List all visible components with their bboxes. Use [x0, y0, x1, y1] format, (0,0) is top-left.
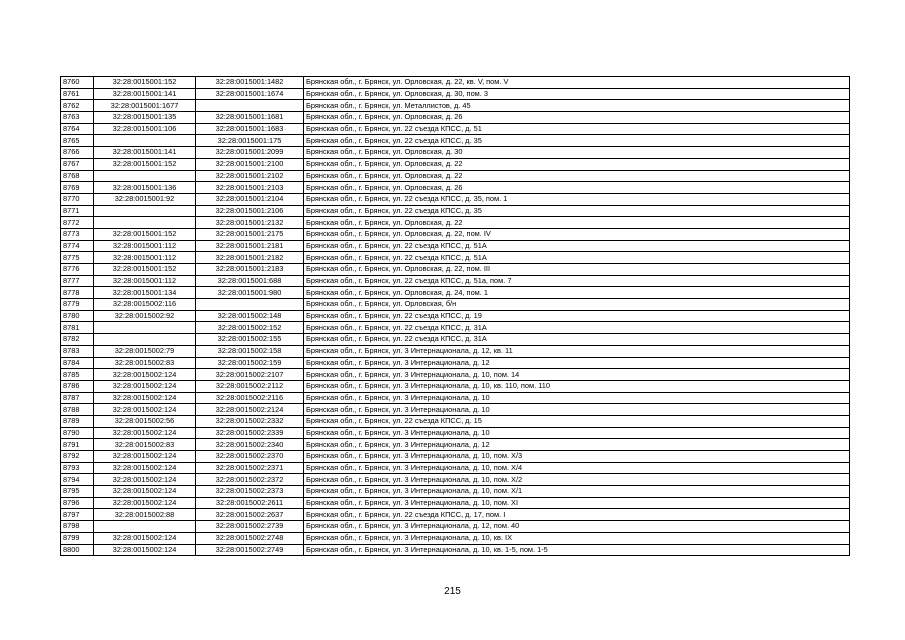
address-cell: Брянская обл., г. Брянск, ул. Орловская, д. 30 — [304, 147, 850, 159]
parcel-number-cell: 32:28:0015001:135 — [94, 112, 196, 124]
parcel-number-cell: 32:28:0015001:134 — [94, 287, 196, 299]
table-row — [61, 486, 850, 498]
object-number-cell: 32:28:0015001:2181 — [196, 240, 304, 252]
object-number-cell: 32:28:0015001:1681 — [196, 112, 304, 124]
parcel-number-cell — [94, 334, 196, 346]
object-number-cell: 32:28:0015001:2102 — [196, 170, 304, 182]
row-number-cell: 8773 — [61, 228, 94, 240]
row-number-cell: 8767 — [61, 158, 94, 170]
object-number-cell: 32:28:0015002:2748 — [196, 532, 304, 544]
parcel-number-cell: 32:28:0015002:124 — [94, 532, 196, 544]
object-number-cell: 32:28:0015001:2099 — [196, 147, 304, 159]
object-number-cell: 32:28:0015002:2637 — [196, 509, 304, 521]
table-row — [61, 427, 850, 439]
parcel-number-cell: 32:28:0015001:112 — [94, 252, 196, 264]
table-row — [61, 123, 850, 135]
address-cell: Брянская обл., г. Брянск, ул. Орловская, д. 22 — [304, 217, 850, 229]
parcel-number-cell: 32:28:0015002:124 — [94, 486, 196, 498]
row-number-cell: 8794 — [61, 474, 94, 486]
row-number-cell: 8795 — [61, 486, 94, 498]
address-cell: Брянская обл., г. Брянск, ул. Орловская, д. 22, кв. V, пом. V — [304, 77, 850, 89]
row-number-cell: 8763 — [61, 112, 94, 124]
row-number-cell: 8780 — [61, 310, 94, 322]
table-row — [61, 240, 850, 252]
table-row — [61, 170, 850, 182]
table-row — [61, 252, 850, 264]
table-row — [61, 392, 850, 404]
address-cell: Брянская обл., г. Брянск, ул. 22 съезда КПСС, д. 19 — [304, 310, 850, 322]
table-row — [61, 310, 850, 322]
row-number-cell: 8790 — [61, 427, 94, 439]
cadastral-table — [60, 76, 850, 556]
address-cell: Брянская обл., г. Брянск, ул. Орловская, д. 26 — [304, 112, 850, 124]
table-body — [61, 77, 850, 556]
table-row — [61, 158, 850, 170]
row-number-cell: 8761 — [61, 88, 94, 100]
object-number-cell: 32:28:0015002:148 — [196, 310, 304, 322]
row-number-cell: 8772 — [61, 217, 94, 229]
address-cell: Брянская обл., г. Брянск, ул. 22 съезда КПСС, д. 51А — [304, 240, 850, 252]
row-number-cell: 8760 — [61, 77, 94, 89]
object-number-cell: 32:28:0015001:2106 — [196, 205, 304, 217]
table-row — [61, 322, 850, 334]
address-cell: Брянская обл., г. Брянск, ул. 22 съезда КПСС, д. 15 — [304, 415, 850, 427]
parcel-number-cell: 32:28:0015002:124 — [94, 451, 196, 463]
parcel-number-cell: 32:28:0015001:152 — [94, 77, 196, 89]
object-number-cell: 32:28:0015002:152 — [196, 322, 304, 334]
object-number-cell: 32:28:0015002:2371 — [196, 462, 304, 474]
row-number-cell: 8779 — [61, 299, 94, 311]
table-row — [61, 205, 850, 217]
address-cell: Брянская обл., г. Брянск, ул. 3 Интернационала, д. 10 — [304, 404, 850, 416]
parcel-number-cell — [94, 135, 196, 147]
row-number-cell: 8796 — [61, 497, 94, 509]
row-number-cell: 8799 — [61, 532, 94, 544]
table-row — [61, 357, 850, 369]
address-cell: Брянская обл., г. Брянск, ул. 22 съезда КПСС, д. 31А — [304, 322, 850, 334]
table-row — [61, 88, 850, 100]
row-number-cell: 8762 — [61, 100, 94, 112]
parcel-number-cell: 32:28:0015002:88 — [94, 509, 196, 521]
row-number-cell: 8788 — [61, 404, 94, 416]
address-cell: Брянская обл., г. Брянск, ул. 22 съезда КПСС, д. 17, пом. I — [304, 509, 850, 521]
table-row — [61, 380, 850, 392]
object-number-cell: 32:28:0015002:2749 — [196, 544, 304, 556]
row-number-cell: 8769 — [61, 182, 94, 194]
address-cell: Брянская обл., г. Брянск, ул. 3 Интернационала, д. 10, кв. IX — [304, 532, 850, 544]
row-number-cell: 8771 — [61, 205, 94, 217]
table-row — [61, 415, 850, 427]
object-number-cell: 32:28:0015002:2339 — [196, 427, 304, 439]
address-cell: Брянская обл., г. Брянск, ул. Орловская, д. 26 — [304, 182, 850, 194]
parcel-number-cell — [94, 521, 196, 533]
address-cell: Брянская обл., г. Брянск, ул. 3 Интернационала, д. 10, пом. Х/3 — [304, 451, 850, 463]
address-cell: Брянская обл., г. Брянск, ул. 3 Интернационала, д. 12, пом. 40 — [304, 521, 850, 533]
object-number-cell: 32:28:0015001:2100 — [196, 158, 304, 170]
address-cell: Брянская обл., г. Брянск, ул. Орловская, д. 22 — [304, 158, 850, 170]
object-number-cell: 32:28:0015002:2370 — [196, 451, 304, 463]
address-cell: Брянская обл., г. Брянск, ул. 3 Интернационала, д. 10, кв. 1-5, пом. 1-5 — [304, 544, 850, 556]
address-cell: Брянская обл., г. Брянск, ул. 3 Интернационала, д. 12 — [304, 439, 850, 451]
address-cell: Брянская обл., г. Брянск, ул. 3 Интернационала, д. 10, пом. Х/1 — [304, 486, 850, 498]
table-row — [61, 135, 850, 147]
object-number-cell: 32:28:0015001:688 — [196, 275, 304, 287]
table-row — [61, 334, 850, 346]
parcel-number-cell: 32:28:0015001:141 — [94, 88, 196, 100]
object-number-cell: 32:28:0015002:2332 — [196, 415, 304, 427]
object-number-cell: 32:28:0015002:2107 — [196, 369, 304, 381]
address-cell: Брянская обл., г. Брянск, ул. 3 Интернационала, д. 12 — [304, 357, 850, 369]
table-row — [61, 299, 850, 311]
row-number-cell: 8786 — [61, 380, 94, 392]
object-number-cell: 32:28:0015002:2340 — [196, 439, 304, 451]
row-number-cell: 8774 — [61, 240, 94, 252]
table-row — [61, 275, 850, 287]
table-row — [61, 439, 850, 451]
parcel-number-cell: 32:28:0015001:112 — [94, 275, 196, 287]
row-number-cell: 8768 — [61, 170, 94, 182]
parcel-number-cell: 32:28:0015002:116 — [94, 299, 196, 311]
table-row — [61, 404, 850, 416]
object-number-cell: 32:28:0015002:2116 — [196, 392, 304, 404]
object-number-cell — [196, 299, 304, 311]
parcel-number-cell: 32:28:0015002:124 — [94, 380, 196, 392]
parcel-number-cell: 32:28:0015002:83 — [94, 439, 196, 451]
object-number-cell: 32:28:0015001:1482 — [196, 77, 304, 89]
address-cell: Брянская обл., г. Брянск, ул. 3 Интернационала, д. 10 — [304, 392, 850, 404]
parcel-number-cell: 32:28:0015002:56 — [94, 415, 196, 427]
row-number-cell: 8778 — [61, 287, 94, 299]
parcel-number-cell: 32:28:0015002:124 — [94, 497, 196, 509]
object-number-cell: 32:28:0015002:155 — [196, 334, 304, 346]
parcel-number-cell: 32:28:0015001:112 — [94, 240, 196, 252]
object-number-cell: 32:28:0015001:175 — [196, 135, 304, 147]
address-cell: Брянская обл., г. Брянск, ул. Орловская, д. 22, пом. III — [304, 264, 850, 276]
address-cell: Брянская обл., г. Брянск, ул. 3 Интернационала, д. 12, кв. 11 — [304, 345, 850, 357]
object-number-cell: 32:28:0015001:2183 — [196, 264, 304, 276]
table-row — [61, 451, 850, 463]
row-number-cell: 8787 — [61, 392, 94, 404]
address-cell: Брянская обл., г. Брянск, ул. 3 Интернационала, д. 10, пом. Х/2 — [304, 474, 850, 486]
object-number-cell: 32:28:0015001:2182 — [196, 252, 304, 264]
object-number-cell: 32:28:0015001:2175 — [196, 228, 304, 240]
table-row — [61, 369, 850, 381]
parcel-number-cell: 32:28:0015002:83 — [94, 357, 196, 369]
table-row — [61, 182, 850, 194]
object-number-cell: 32:28:0015001:1683 — [196, 123, 304, 135]
row-number-cell: 8764 — [61, 123, 94, 135]
object-number-cell: 32:28:0015002:2112 — [196, 380, 304, 392]
address-cell: Брянская обл., г. Брянск, ул. Орловская, б/н — [304, 299, 850, 311]
table-row — [61, 474, 850, 486]
table-row — [61, 147, 850, 159]
object-number-cell: 32:28:0015001:980 — [196, 287, 304, 299]
address-cell: Брянская обл., г. Брянск, ул. 22 съезда КПСС, д. 35 — [304, 205, 850, 217]
row-number-cell: 8785 — [61, 369, 94, 381]
object-number-cell: 32:28:0015001:2132 — [196, 217, 304, 229]
address-cell: Брянская обл., г. Брянск, ул. 22 съезда КПСС, д. 51 — [304, 123, 850, 135]
row-number-cell: 8789 — [61, 415, 94, 427]
address-cell: Брянская обл., г. Брянск, ул. Орловская, д. 30, пом. 3 — [304, 88, 850, 100]
address-cell: Брянская обл., г. Брянск, ул. 3 Интернационала, д. 10 — [304, 427, 850, 439]
object-number-cell: 32:28:0015001:2103 — [196, 182, 304, 194]
parcel-number-cell: 32:28:0015002:79 — [94, 345, 196, 357]
parcel-number-cell: 32:28:0015002:124 — [94, 544, 196, 556]
parcel-number-cell: 32:28:0015001:106 — [94, 123, 196, 135]
row-number-cell: 8783 — [61, 345, 94, 357]
row-number-cell: 8791 — [61, 439, 94, 451]
row-number-cell: 8784 — [61, 357, 94, 369]
table-row — [61, 497, 850, 509]
table-row — [61, 264, 850, 276]
parcel-number-cell: 32:28:0015002:124 — [94, 369, 196, 381]
table-row — [61, 217, 850, 229]
row-number-cell: 8797 — [61, 509, 94, 521]
table-row — [61, 112, 850, 124]
address-cell: Брянская обл., г. Брянск, ул. 22 съезда КПСС, д. 35 — [304, 135, 850, 147]
row-number-cell: 8765 — [61, 135, 94, 147]
address-cell: Брянская обл., г. Брянск, ул. 22 съезда КПСС, д. 51А — [304, 252, 850, 264]
object-number-cell: 32:28:0015002:2739 — [196, 521, 304, 533]
object-number-cell: 32:28:0015002:2373 — [196, 486, 304, 498]
object-number-cell: 32:28:0015002:2611 — [196, 497, 304, 509]
address-cell: Брянская обл., г. Брянск, ул. 22 съезда КПСС, д. 35, пом. 1 — [304, 193, 850, 205]
table-row — [61, 462, 850, 474]
table-row — [61, 521, 850, 533]
row-number-cell: 8798 — [61, 521, 94, 533]
address-cell: Брянская обл., г. Брянск, ул. Орловская, д. 22, пом. IV — [304, 228, 850, 240]
table-row — [61, 228, 850, 240]
parcel-number-cell — [94, 322, 196, 334]
parcel-number-cell: 32:28:0015002:92 — [94, 310, 196, 322]
parcel-number-cell: 32:28:0015002:124 — [94, 462, 196, 474]
parcel-number-cell: 32:28:0015001:152 — [94, 158, 196, 170]
object-number-cell — [196, 100, 304, 112]
address-cell: Брянская обл., г. Брянск, ул. Орловская, д. 24, пом. 1 — [304, 287, 850, 299]
table-row — [61, 287, 850, 299]
parcel-number-cell: 32:28:0015001:152 — [94, 228, 196, 240]
address-cell: Брянская обл., г. Брянск, ул. 3 Интернационала, д. 10, пом. Х/4 — [304, 462, 850, 474]
parcel-number-cell: 32:28:0015001:141 — [94, 147, 196, 159]
address-cell: Брянская обл., г. Брянск, ул. 3 Интернационала, д. 10, пом. XI — [304, 497, 850, 509]
parcel-number-cell: 32:28:0015002:124 — [94, 404, 196, 416]
row-number-cell: 8777 — [61, 275, 94, 287]
address-cell: Брянская обл., г. Брянск, ул. Металлистов, д. 45 — [304, 100, 850, 112]
table-row — [61, 345, 850, 357]
table-row — [61, 544, 850, 556]
table-row — [61, 100, 850, 112]
parcel-number-cell: 32:28:0015001:1677 — [94, 100, 196, 112]
address-cell: Брянская обл., г. Брянск, ул. 22 съезда КПСС, д. 31А — [304, 334, 850, 346]
parcel-number-cell — [94, 205, 196, 217]
address-cell: Брянская обл., г. Брянск, ул. 3 Интернационала, д. 10, кв. 110, пом. 110 — [304, 380, 850, 392]
row-number-cell: 8776 — [61, 264, 94, 276]
row-number-cell: 8770 — [61, 193, 94, 205]
object-number-cell: 32:28:0015001:1674 — [196, 88, 304, 100]
address-cell: Брянская обл., г. Брянск, ул. Орловская, д. 22 — [304, 170, 850, 182]
table-row — [61, 77, 850, 89]
object-number-cell: 32:28:0015001:2104 — [196, 193, 304, 205]
row-number-cell: 8775 — [61, 252, 94, 264]
row-number-cell: 8781 — [61, 322, 94, 334]
row-number-cell: 8766 — [61, 147, 94, 159]
row-number-cell: 8782 — [61, 334, 94, 346]
parcel-number-cell: 32:28:0015001:92 — [94, 193, 196, 205]
page-number: 215 — [444, 586, 461, 597]
parcel-number-cell — [94, 170, 196, 182]
table-row — [61, 532, 850, 544]
parcel-number-cell: 32:28:0015002:124 — [94, 474, 196, 486]
object-number-cell: 32:28:0015002:2372 — [196, 474, 304, 486]
row-number-cell: 8792 — [61, 451, 94, 463]
object-number-cell: 32:28:0015002:158 — [196, 345, 304, 357]
parcel-number-cell: 32:28:0015001:136 — [94, 182, 196, 194]
parcel-number-cell: 32:28:0015002:124 — [94, 392, 196, 404]
parcel-number-cell: 32:28:0015002:124 — [94, 427, 196, 439]
address-cell: Брянская обл., г. Брянск, ул. 3 Интернационала, д. 10, пом. 14 — [304, 369, 850, 381]
parcel-number-cell: 32:28:0015001:152 — [94, 264, 196, 276]
parcel-number-cell — [94, 217, 196, 229]
object-number-cell: 32:28:0015002:159 — [196, 357, 304, 369]
object-number-cell: 32:28:0015002:2124 — [196, 404, 304, 416]
row-number-cell: 8800 — [61, 544, 94, 556]
table-row — [61, 193, 850, 205]
address-cell: Брянская обл., г. Брянск, ул. 22 съезда КПСС, д. 51а, пом. 7 — [304, 275, 850, 287]
row-number-cell: 8793 — [61, 462, 94, 474]
table-row — [61, 509, 850, 521]
